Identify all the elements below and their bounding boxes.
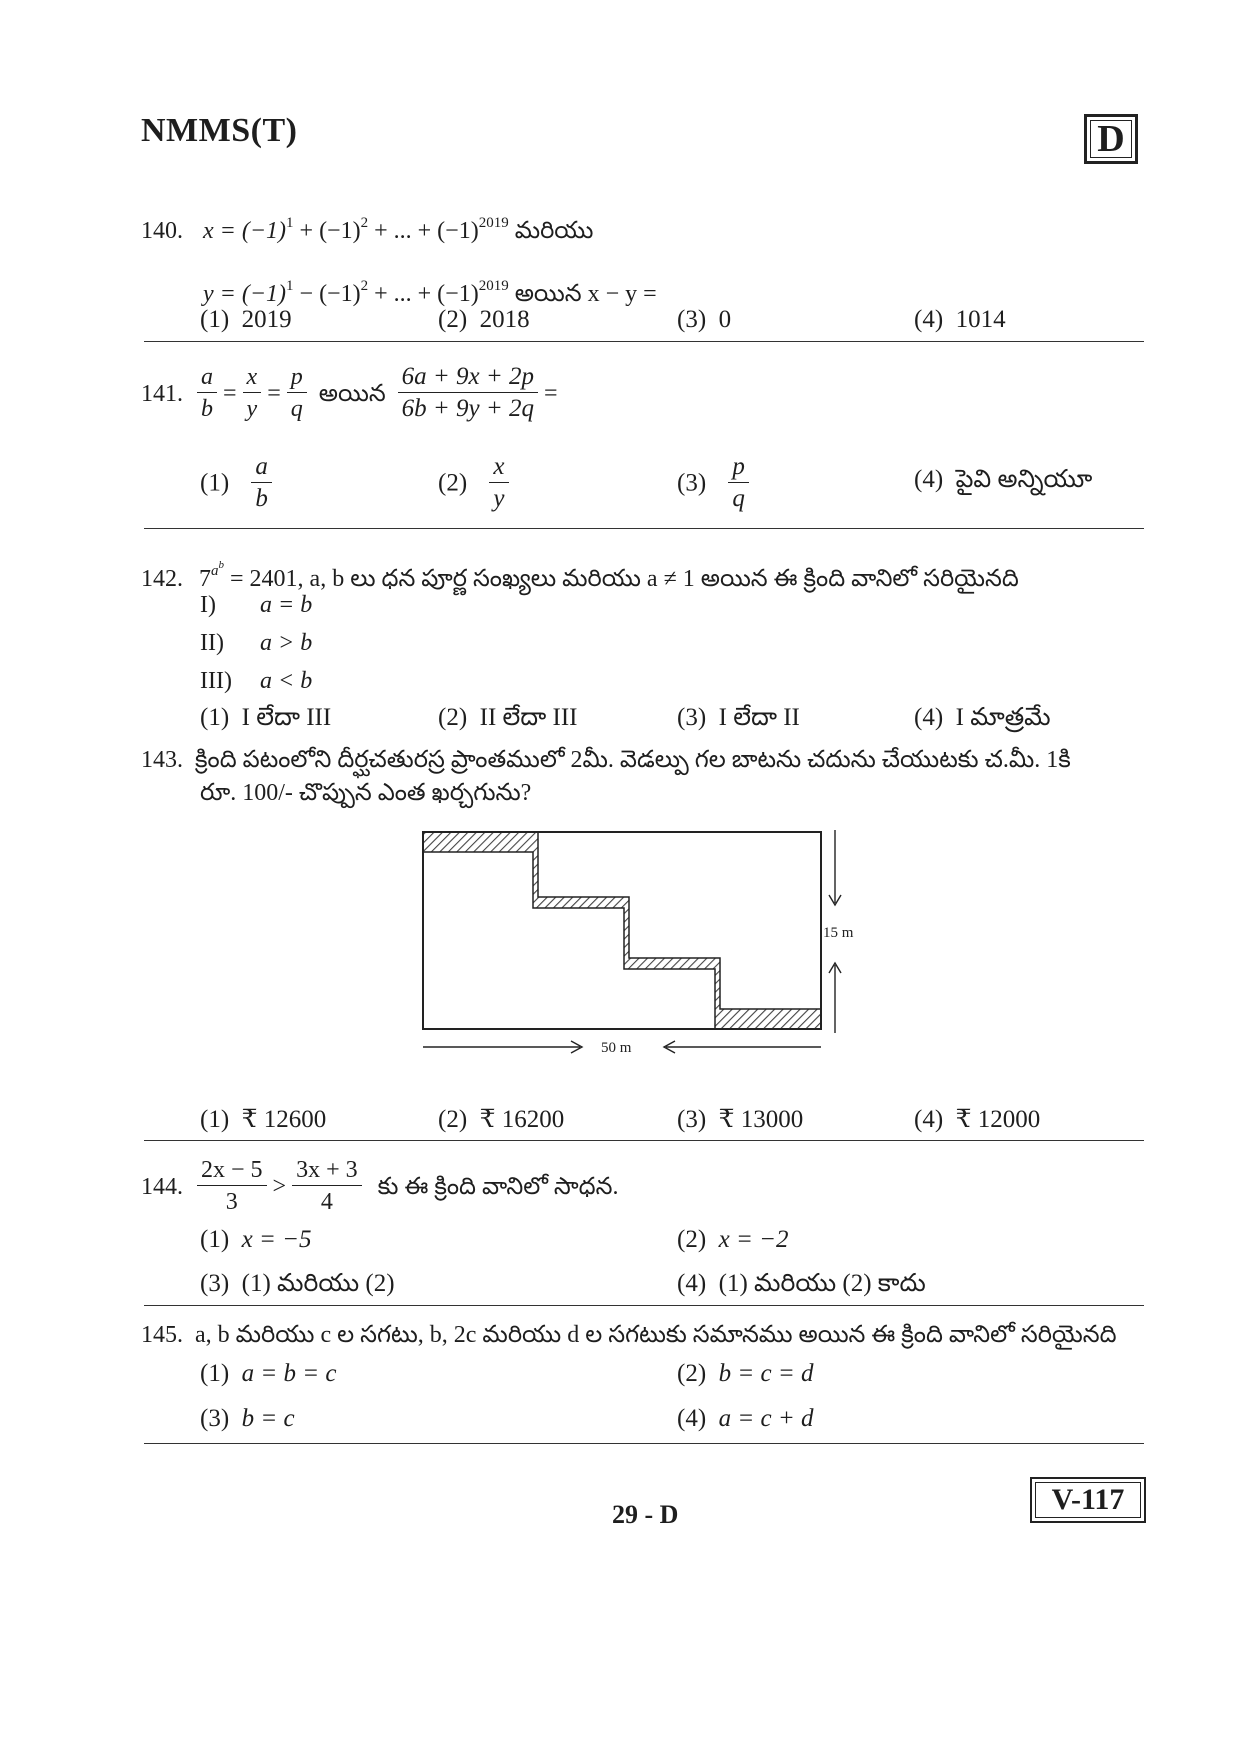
q144-stem: 144. $\frac{2x - 5}{3}$ > $\frac{3x + 3}{4}$ కు ఈ క్రింది వానిలో సాధన. [141,1157,619,1215]
q145-stem: 145. a, b మరియు c ల సగటు, b, 2c మరియు d ల సగటుకు సమానము అయిన ఈ క్రింది వానిలో సరియైనది [141,1322,1117,1348]
divider [144,341,1144,342]
q140-option-3[interactable]: (3) 0 [677,306,732,333]
q143-option-2[interactable]: (2) ₹ 16200 [438,1106,565,1133]
q142-statement-1: I) a = b [200,592,313,618]
divider [144,528,1144,529]
q141-option-3[interactable]: (3) $\frac{p}{q}$ [677,452,749,515]
hatched-path [423,832,821,1029]
q140-option-4[interactable]: (4) 1014 [914,306,1006,333]
divider [144,1443,1144,1444]
q145-number: 145. [141,1322,183,1348]
booklet-code-box: V-117 [1030,1477,1146,1523]
q140-line2: $y = (-1)^1 - (-1)^2$ + ... + $(-1)^{2019}$ అయిన x − y = [203,278,657,307]
q140-option-1[interactable]: (1) 2019 [200,306,292,333]
page-number: 29 - D [612,1500,679,1529]
q145-option-2[interactable]: (2) b = c = d [677,1360,814,1387]
divider [144,1305,1144,1306]
q143-option-3[interactable]: (3) ₹ 13000 [677,1106,804,1133]
paper-title: NMMS(T) [141,112,298,149]
q143-option-1[interactable]: (1) ₹ 12600 [200,1106,327,1133]
q143-figure [415,825,875,1065]
q145-option-1[interactable]: (1) a = b = c [200,1360,337,1387]
q142-statement-2: II) a > b [200,630,313,656]
q140-number: 140. [141,218,183,244]
hatched-path-shape [423,832,821,1029]
q142-stem: 142. $7^{a^b} = 2401$, a, b లు ధన పూర్ణ సంఖ్యలు మరియు a ≠ 1 అయిన ఈ క్రింది వానిలో సరియైనది [141,559,1019,592]
set-code-box: D [1084,114,1138,164]
q142-option-4[interactable]: (4) I మాత్రమే [914,704,1051,731]
q145-option-3[interactable]: (3) b = c [200,1405,295,1432]
q142-option-1[interactable]: (1) I లేదా III [200,704,332,731]
q142-option-2[interactable]: (2) II లేదా III [438,704,578,731]
q143-number: 143. [141,747,183,773]
height-label: 15 m [823,925,854,941]
q142-statement-3: III) a < b [200,668,313,694]
outer-rectangle [423,832,821,1029]
q144-option-2[interactable]: (2) x = −2 [677,1226,789,1253]
q141-stem: 141. $\frac{a}{b}$ = $\frac{x}{y}$ = $\frac{p}{q}$ అయిన $\frac{6a + 9x + 2p}{6b + 9y + 2q}$ = [141,363,558,422]
q145-option-4[interactable]: (4) a = c + d [677,1405,814,1432]
q144-option-4[interactable]: (4) (1) మరియు (2) కాదు [677,1270,926,1297]
width-label: 50 m [601,1040,632,1056]
q141-option-2[interactable]: (2) $\frac{x}{y}$ [438,452,509,515]
q142-number: 142. [141,566,183,592]
q141-option-1[interactable]: (1) $\frac{a}{b}$ [200,452,272,515]
q143-line2: రూ. 100/- చొప్పున ఎంత ఖర్చగును? [200,780,532,806]
hatched-staircase [423,832,821,1029]
q140-line1: 140. $x = (-1)^1 + (-1)^2$ + ... + $(-1)^{2019}$ మరియు [141,215,594,244]
q142-option-3[interactable]: (3) I లేదా II [677,704,800,731]
q141-option-4[interactable]: (4) పైవి అన్నియూ [914,466,1093,493]
q144-option-1[interactable]: (1) x = −5 [200,1226,312,1253]
q144-number: 144. [141,1173,183,1200]
divider [144,1140,1144,1141]
q141-number: 141. [141,380,183,407]
q144-option-3[interactable]: (3) (1) మరియు (2) [200,1270,395,1297]
q143-option-4[interactable]: (4) ₹ 12000 [914,1106,1041,1133]
q140-option-2[interactable]: (2) 2018 [438,306,530,333]
q143-line1: 143. క్రింది పటంలోని దీర్ఘచతురస్ర ప్రాంతములో 2మీ. వెడల్పు గల బాటను చదును చేయుటకు చ.మీ. 1కి [141,747,1071,773]
